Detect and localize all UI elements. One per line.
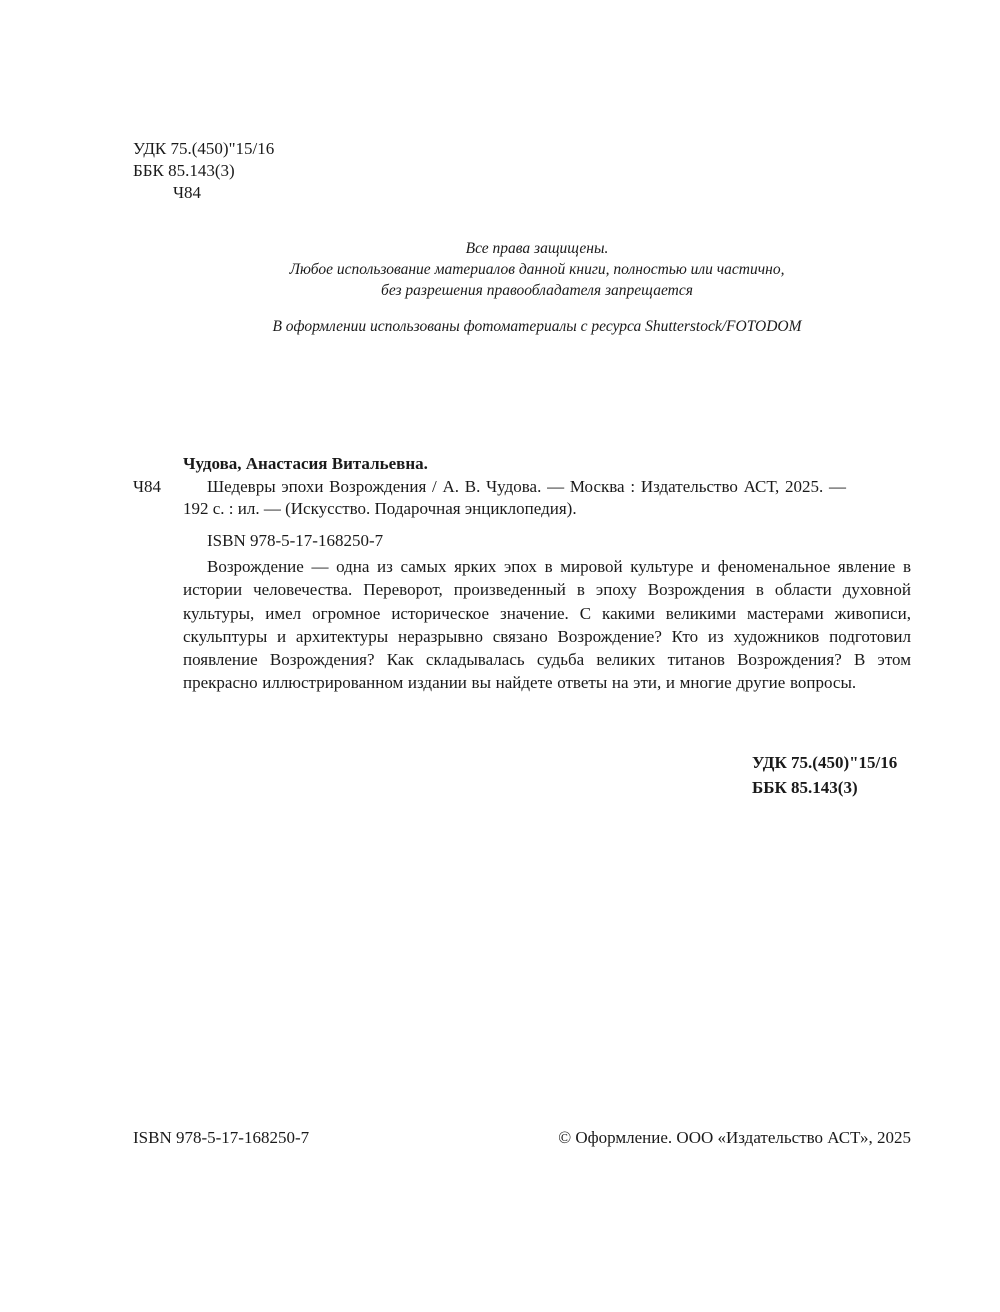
footer-isbn: ISBN 978-5-17-168250-7: [133, 1128, 310, 1147]
udk-code-bottom: УДК 75.(450)"15/16: [752, 753, 898, 772]
author-mark-inline: Ч84: [133, 477, 162, 496]
author-mark-top: Ч84: [173, 183, 202, 202]
author-name: Чудова, Анастасия Витальевна.: [183, 454, 428, 473]
rights-reserved-line: Все права защищены.: [465, 240, 609, 257]
bibliographic-description-line1: Шедевры эпохи Возрождения / А. В. Чудова. — Москва : Издательство АСТ, 2025. —: [207, 477, 847, 496]
udk-code-top: УДК 75.(450)"15/16: [133, 139, 275, 158]
bbk-code-bottom: ББК 85.143(3): [752, 778, 858, 797]
photo-credit-line: В оформлении использованы фотоматериалы с ресурса Shutterstock/FOTODOM: [272, 318, 802, 335]
footer-copyright: © Оформление. ООО «Издательство АСТ», 2025: [558, 1128, 911, 1147]
bibliographic-description-line2: 192 с. : ил. — (Искусство. Подарочная энциклопедия).: [183, 499, 577, 518]
annotation-paragraph: Возрождение — одна из самых ярких эпох в мировой культуре и феноменальное явление в истории человечества. Переворот, произведенный в эпоху Возрождения в области духовной культуры, имел огромное историческое значение. С какими великими мастерами живописи, скульптуры и архитектуры неразрывно связано Возрождение? Кто из художников подготовил появление Возрождения? Как складывалась судьба великих титанов Возрождения? В этом прекрасно иллюстрированном издании вы найдете ответы на эти, и многие другие вопросы.: [183, 557, 911, 693]
isbn-inline: ISBN 978-5-17-168250-7: [207, 531, 384, 550]
rights-usage-line: Любое использование материалов данной книги, полностью или частично,: [289, 261, 785, 278]
bbk-code-top: ББК 85.143(3): [133, 161, 235, 180]
rights-permission-line: без разрешения правообладателя запрещается: [381, 282, 693, 299]
